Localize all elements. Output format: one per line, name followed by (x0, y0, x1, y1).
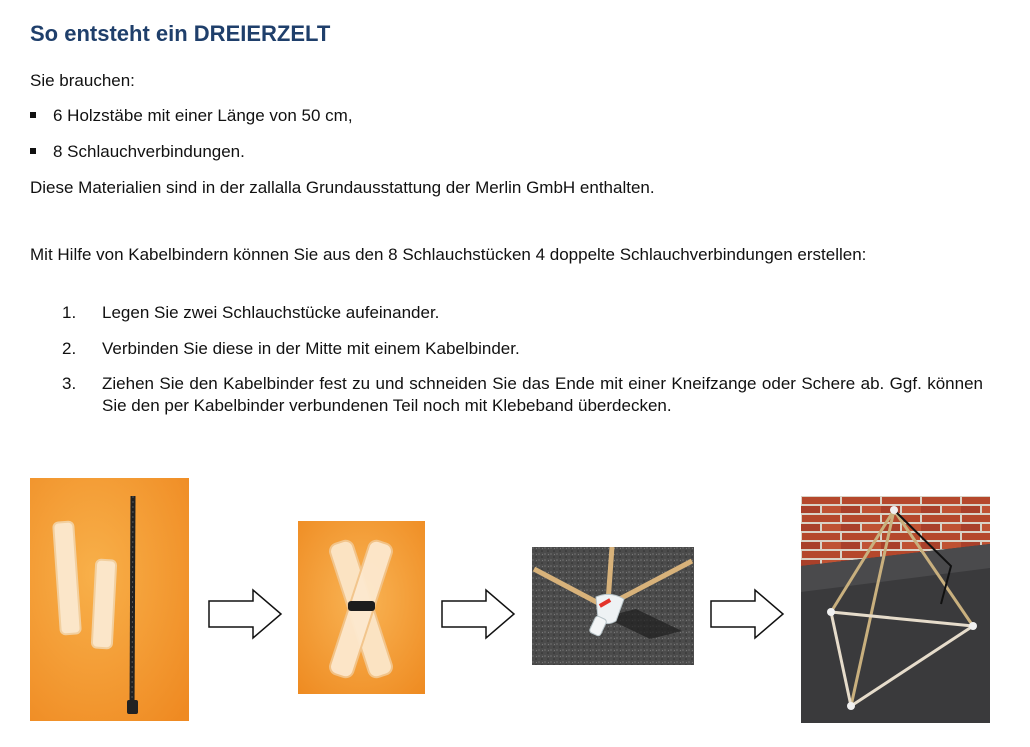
bullet-square-icon (30, 112, 36, 118)
photo-crossed-tubes (298, 521, 425, 694)
instructions-intro: Mit Hilfe von Kabelbindern können Sie aus den 8 Schlauchstücken 4 doppelte Schlauchverbindungen erstellen: (30, 245, 867, 264)
step-text: Ziehen Sie den Kabelbinder fest zu und schneiden Sie das Ende mit einer Kneifzange oder Schere ab. Ggf. können Sie den per Kabelbinder verbundenen Teil noch mit Klebeband überdecken. (102, 374, 983, 415)
photo-tubes-and-cable-tie (30, 478, 189, 721)
step-item (62, 373, 983, 417)
step-number: 1. (62, 303, 77, 322)
material-item: 8 Schlauchverbindungen. (30, 141, 245, 163)
photo-finished-tent (801, 496, 990, 723)
step-item (62, 302, 983, 324)
arrow-right-icon (709, 588, 785, 640)
bullet-square-icon (30, 148, 36, 154)
step-text: Verbinden Sie diese in der Mitte mit einem Kabelbinder. (102, 339, 520, 358)
material-item: 6 Holzstäbe mit einer Länge von 50 cm, (30, 105, 353, 127)
step-text: Legen Sie zwei Schlauchstücke aufeinander. (102, 303, 440, 322)
arrow-right-icon (440, 588, 516, 640)
materials-intro: Sie brauchen: (30, 71, 135, 90)
materials-note: Diese Materialien sind in der zallalla Grundausstattung der Merlin GmbH enthalten. (30, 178, 655, 197)
step-number: 2. (62, 339, 77, 358)
photo-connector-on-asphalt (532, 547, 694, 665)
page-title: So entsteht ein DREIERZELT (30, 21, 331, 46)
arrow-right-icon (207, 588, 283, 640)
step-number: 3. (62, 374, 77, 393)
step-item (62, 338, 983, 360)
